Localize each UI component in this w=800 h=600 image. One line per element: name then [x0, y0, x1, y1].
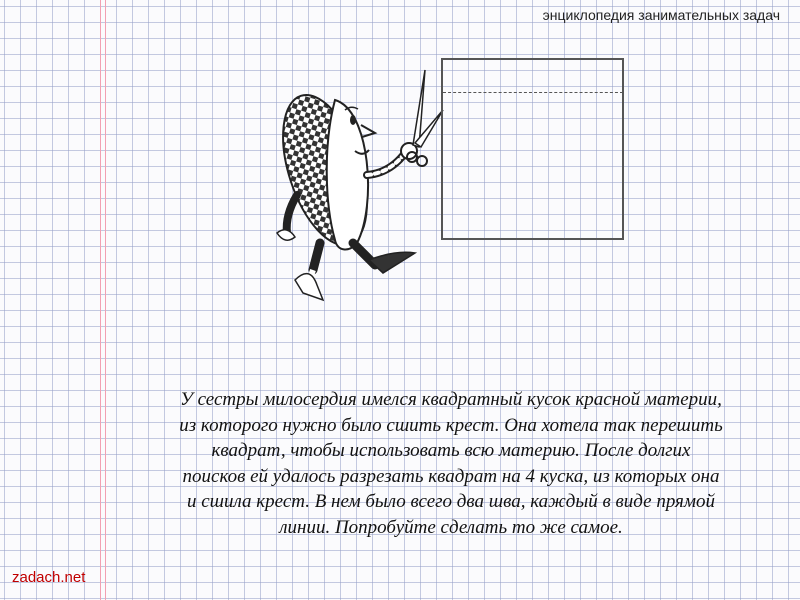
- problem-line: поисков ей удалось разрезать квадрат на 4 куска, из которых она: [182, 465, 720, 487]
- problem-line: квадрат, чтобы использовать всю материю. После долгих: [211, 440, 691, 461]
- scissors-icon: [407, 70, 443, 166]
- page-header: энциклопедия занимательных задач: [542, 7, 780, 23]
- site-link[interactable]: zadach.net: [12, 569, 86, 586]
- character-left-arm: [287, 195, 297, 233]
- character-hand: [277, 230, 295, 240]
- character-arm: [367, 143, 417, 175]
- character-illustration: [265, 55, 445, 305]
- problem-line: У сестры милосердия имелся квадратный кусок красной материи,: [180, 389, 722, 410]
- character-legs: [295, 243, 415, 300]
- fabric-cut-line: [443, 92, 623, 93]
- problem-line: и сшила крест. В нем было всего два шва, каждый в виде прямой: [186, 491, 716, 512]
- problem-line: линии. Попробуйте сделать то же самое.: [279, 516, 623, 538]
- notebook-margin-line: [100, 0, 106, 600]
- problem-text: [116, 387, 786, 540]
- problem-line: из которого нужно было сшить крест. Она хотела так перешить: [179, 414, 723, 436]
- fabric-square: [441, 58, 624, 240]
